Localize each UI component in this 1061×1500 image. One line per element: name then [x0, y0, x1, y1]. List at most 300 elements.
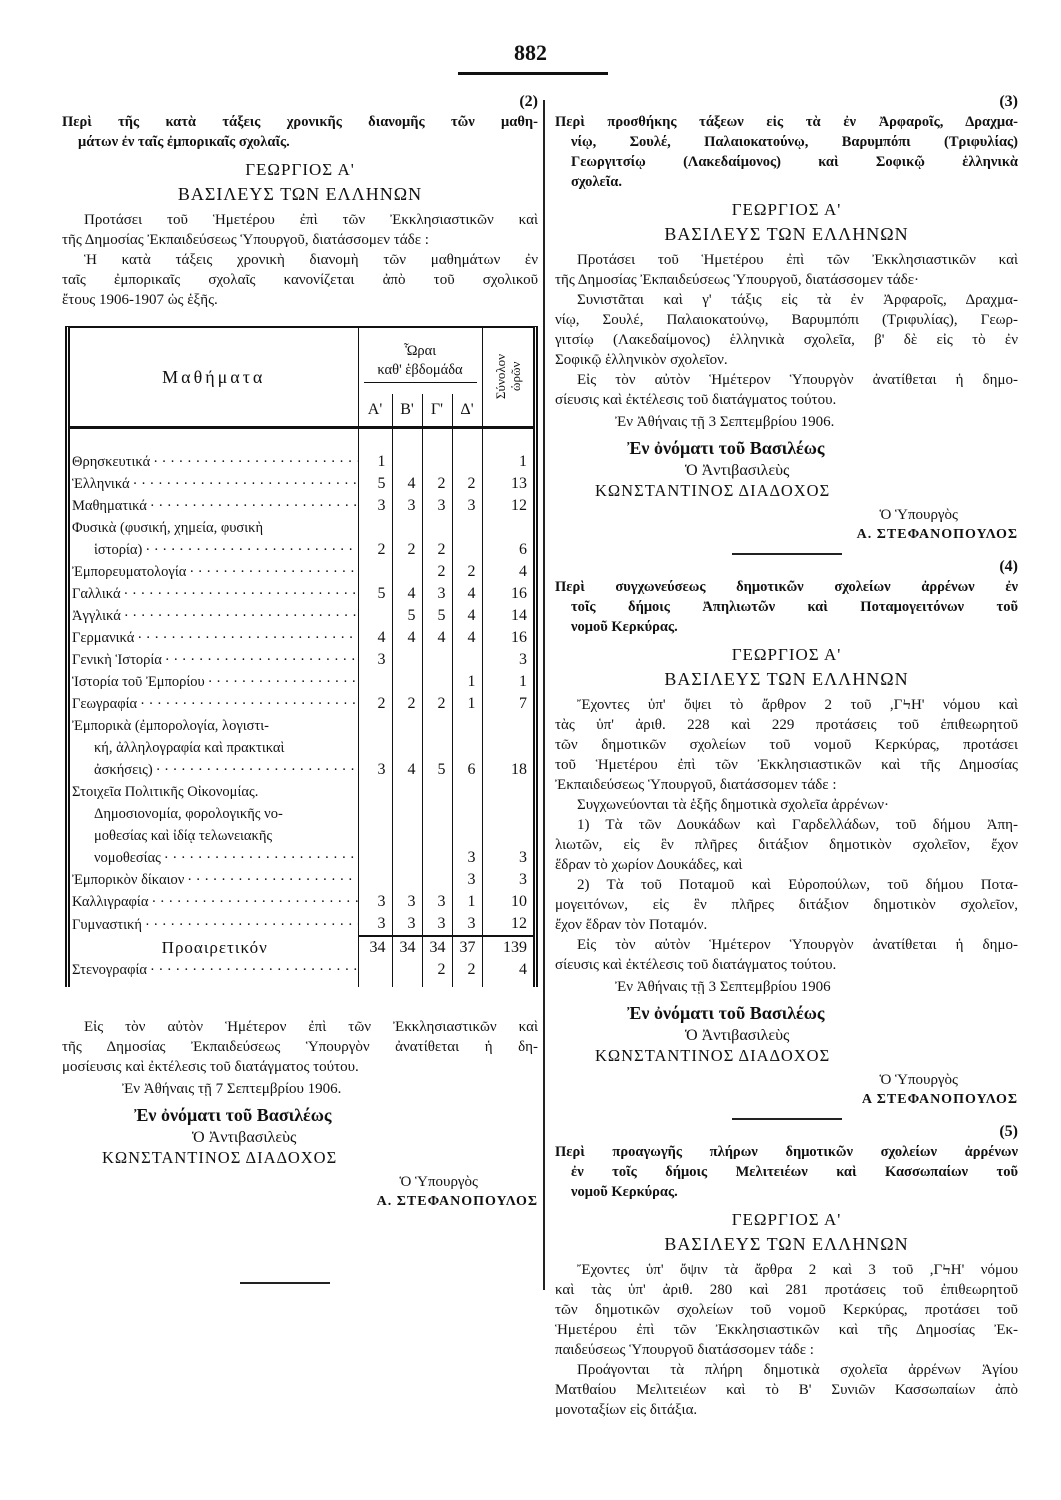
num-block — [555, 557, 1018, 577]
hours-cell — [392, 959, 422, 981]
para-block — [62, 210, 538, 250]
hours-cell: 4 — [452, 583, 482, 605]
subject-cell — [70, 781, 358, 869]
hours-cell: 3 — [452, 495, 482, 517]
para-block — [555, 290, 1018, 370]
total-header-line1: Σύνολον — [492, 354, 508, 400]
text-line: 2) Τὰ τοῦ Ποταμοῦ καὶ Εὐροπούλων, τοῦ δήμου Ποτα- — [577, 877, 1018, 893]
text-line: σίευσις καὶ ἐκτέλεσις τοῦ διατάγματος τούτου. — [555, 957, 837, 973]
text-line: τῆς Δημοσίας Ἐκπαιδεύσεως Ὑπουργοῦ, διατάσσομεν τάδε· — [555, 272, 919, 288]
subject-cell — [70, 671, 358, 693]
table-row — [70, 715, 533, 781]
text-line: (3) — [999, 93, 1018, 110]
total-hours-cell: 3 — [482, 649, 533, 671]
table-row — [70, 649, 533, 671]
hours-cell: 4 — [452, 605, 482, 627]
text-line: σίευσις καὶ ἐκτέλεσις τοῦ διατάγματος τούτου. — [555, 392, 837, 408]
subject-text: Γαλλικά — [72, 586, 121, 602]
text-line: ΒΑΣΙΛΕΥΣ ΤΩΝ ΕΛΛΗΝΩΝ — [664, 224, 909, 244]
subject-text: ἱστορία) — [94, 542, 143, 558]
hours-cell — [452, 451, 482, 473]
text-line: μοσίευσις καὶ ἐκτέλεσις τοῦ διατάγματος τούτου. — [62, 1059, 359, 1075]
hours-cell — [452, 517, 482, 561]
subject-text: Ἐμπορευματολογία — [72, 564, 187, 580]
table-row — [70, 671, 533, 693]
hours-cell: 4 — [422, 627, 452, 649]
dot-leader — [153, 759, 358, 781]
king-block — [555, 1002, 1018, 1025]
text-line: νίῳ, Σουλέ, Παλαιοκατούνῳ, Βαρυμπόπι (Τριφυλίας) — [571, 134, 1018, 150]
text-line: Α. ΣΤΕΦΑΝΟΠΟΥΛΟΣ — [856, 527, 1018, 542]
text-line: ΒΑΣΙΛΕΥΣ ΤΩΝ ΕΛΛΗΝΩΝ — [664, 1234, 909, 1254]
subject-text: Ἑλληνικά — [72, 476, 130, 492]
king-block — [62, 1104, 538, 1127]
dot-leader — [134, 627, 357, 649]
decree-2-header — [62, 92, 538, 310]
text-line: Ὁ Ὑπουργὸς — [879, 507, 958, 523]
text-line: Ἐκπαιδεύσεως Ὑπουργοῦ, διατάσσομεν τάδε : — [555, 777, 837, 793]
hours-cell: 1 — [452, 693, 482, 715]
text-line: ἐν τοῖς δήμοις Μελιτειέων καὶ Κασσωπαίων τοῦ — [571, 1164, 1018, 1180]
regent-block — [555, 1026, 1018, 1046]
table-row — [70, 693, 533, 715]
header-rule — [458, 72, 608, 75]
text-line: ταῖς ἐμπορικαῖς σχολαῖς κανονίζεται ἀπὸ τοῦ σχολικοῦ — [62, 272, 538, 288]
text-line: Ἐν ὀνόματι τοῦ Βασιλέως — [627, 1003, 825, 1023]
text-line: τῆς Δημοσίας Ἐκπαιδεύσεως Ὑπουργὸν ἀνατίθεται ἡ δη- — [62, 1039, 538, 1055]
hours-cell: 34 — [392, 936, 422, 959]
total-hours-cell: 4 — [482, 561, 533, 583]
hours-cell — [358, 605, 392, 627]
subject-cell — [70, 913, 358, 936]
hours-cell: 3 — [358, 715, 392, 781]
hours-cell: 2 — [358, 693, 392, 715]
table-row — [70, 495, 533, 517]
subject-cell — [70, 869, 358, 891]
hours-cell — [452, 649, 482, 671]
minister-block — [62, 1172, 538, 1192]
hours-cell — [358, 561, 392, 583]
subject-line: μοθεσίας καὶ ἰδίᾳ τελωνειακῆς — [94, 828, 273, 844]
left-column — [62, 92, 538, 1284]
subject-line: Στοιχεῖα Πολιτικῆς Οἰκονομίας. — [72, 784, 259, 800]
num-block — [555, 1122, 1018, 1142]
text-line: τῶν δημοτικῶν σχολείων τοῦ νομοῦ Κερκύρας, προτάσει τοῦ — [555, 1302, 1018, 1318]
text-line: νίῳ, Σουλέ, Παλαιοκατούνῳ, Βαρυμπόπι (Τριφυλίας), Γεωρ- — [555, 312, 1018, 328]
date-block — [62, 1079, 538, 1099]
hours-cell: 6 — [452, 715, 482, 781]
text-line: ΚΩΝΣΤΑΝΤΙΝΟΣ ΔΙΑΔΟΧΟΣ — [595, 1046, 831, 1065]
text-line: Περὶ προαγωγῆς πλήρων δημοτικῶν σχολείων ἀρρένων — [555, 1144, 1018, 1160]
table-row — [70, 583, 533, 605]
dot-leader — [161, 847, 358, 869]
text-line: ἕδραν τὸ χωρίον Δουκάδες, καὶ — [555, 857, 743, 873]
hours-cell — [358, 781, 392, 869]
text-line: Σοφικῷ ἑλληνικὸν σχολεῖον. — [555, 352, 728, 368]
right-column — [555, 92, 1018, 1420]
total-hours-cell: 14 — [482, 605, 533, 627]
hours-cell: 1 — [358, 451, 392, 473]
text-line: Ἔχοντες ὑπ' ὄψει τὸ ἄρθρον 2 τοῦ ,ΓϞΗ' νόμου καὶ — [577, 697, 1018, 713]
hours-cell — [422, 671, 452, 693]
text-line: Ἐν Ἀθήναις τῇ 7 Σεπτεμβρίου 1906. — [122, 1081, 342, 1097]
hours-cell: 2 — [422, 959, 452, 981]
hours-cell: 5 — [422, 605, 452, 627]
hours-cell — [392, 649, 422, 671]
total-hours-cell: 3 — [482, 781, 533, 869]
para-block — [555, 875, 1018, 935]
hours-cell: 3 — [392, 495, 422, 517]
hours-cell: 2 — [422, 517, 452, 561]
dot-leader — [150, 451, 357, 473]
text-line: (5) — [999, 1123, 1018, 1140]
text-line: Περὶ συγχωνεύσεως δημοτικῶν σχολείων ἀρρένων ἐν — [555, 579, 1018, 595]
text-line: Περὶ τῆς κατὰ τάξεις χρονικῆς διανομῆς τῶν μαθη- — [62, 114, 538, 130]
subject-line — [72, 495, 358, 517]
hours-cell: 4 — [392, 715, 422, 781]
text-line: Εἰς τὸν αὐτὸν Ἡμέτερον Ὑπουργὸν ἀνατίθεται ἡ δημο- — [577, 372, 1018, 388]
dot-leader — [130, 473, 358, 495]
hours-cell: 3 — [422, 891, 452, 913]
subject-text: Ἐμπορικὸν δίκαιον — [72, 872, 185, 888]
heading-block — [555, 643, 1018, 666]
text-line: Ἐν ὀνόματι τοῦ Βασιλέως — [134, 1105, 332, 1125]
text-line: καὶ τὰς ὑπ' ἀριθ. 280 καὶ 281 προτάσεις τοῦ ἐπιθεωρητοῦ — [555, 1282, 1018, 1298]
heading-block — [555, 668, 1018, 691]
table-row — [70, 451, 533, 473]
title-block — [555, 1142, 1018, 1202]
para-block — [555, 815, 1018, 875]
class-d-header: Δ' — [452, 394, 482, 428]
heading-block — [555, 1233, 1018, 1256]
text-line: Ἔχοντες ὑπ' ὄψιν τὰ ἄρθρα 2 καὶ 3 τοῦ ,ΓϞΗ' νόμου — [577, 1262, 1018, 1278]
subject-text: Γυμναστική — [72, 917, 142, 933]
hours-cell: 2 — [392, 693, 422, 715]
subject-text: Γερμανικά — [72, 630, 135, 646]
class-b-header: Β' — [392, 394, 422, 428]
hours-cell: 3 — [358, 891, 392, 913]
separator-rule — [732, 1118, 842, 1120]
hours-cell — [422, 781, 452, 869]
hours-cell: 4 — [392, 473, 422, 495]
text-line: Συνιστᾶται καὶ γ' τάξις εἰς τὰ ἐν Ἀρφαροῖς, Δραχμα- — [577, 292, 1018, 308]
table-row — [70, 891, 533, 913]
title-block — [555, 112, 1018, 192]
heading-block — [62, 183, 538, 206]
hours-cell: 37 — [452, 936, 482, 959]
hours-cell: 5 — [358, 583, 392, 605]
subject-cell — [70, 473, 358, 495]
para-block — [555, 1360, 1018, 1420]
hours-cell: 3 — [422, 495, 452, 517]
text-line: Ἡ κατὰ τάξεις χρονικὴ διανομὴ τῶν μαθημάτων ἐν — [84, 252, 538, 268]
text-line: Ὁ Ὑπουργὸς — [879, 1072, 958, 1088]
decree-4 — [555, 553, 1018, 1110]
subject-line — [72, 605, 358, 627]
subject-text: ἀσκήσεις) — [94, 762, 153, 778]
subject-cell — [70, 715, 358, 781]
table-spacer — [70, 428, 533, 452]
subject-line — [72, 649, 358, 671]
dot-leader — [147, 495, 358, 517]
text-line: Ὁ Ἀντιβασιλεὺς — [685, 1027, 790, 1044]
text-line: ἔχον ἕδραν τὸν Ποταμόν. — [555, 917, 708, 933]
table-row — [70, 473, 533, 495]
text-line: Προτάσει τοῦ Ἡμετέρου ἐπὶ τῶν Ἐκκλησιαστικῶν καὶ — [577, 252, 1018, 268]
text-line: Ἐν Ἀθήναις τῇ 3 Σεπτεμβρίου 1906. — [615, 414, 835, 430]
hours-cell: 2 — [452, 959, 482, 981]
total-hours-cell: 7 — [482, 693, 533, 715]
text-line: ΒΑΣΙΛΕΥΣ ΤΩΝ ΕΛΛΗΝΩΝ — [177, 184, 423, 204]
text-line: ΚΩΝΣΤΑΝΤΙΝΟΣ ΔΙΑΔΟΧΟΣ — [102, 1148, 338, 1167]
hours-cell: 34 — [422, 936, 452, 959]
table-filler — [70, 981, 533, 987]
para-block — [555, 1260, 1018, 1360]
text-line: Συγχωνεύονται τὰ ἑξῆς δημοτικὰ σχολεῖα ἀρρένων· — [577, 797, 889, 813]
hours-cell: 3 — [392, 913, 422, 936]
title-block — [62, 112, 538, 152]
hours-cell: 2 — [422, 561, 452, 583]
subject-line — [72, 847, 358, 869]
text-line: νομοῦ Κερκύρας. — [571, 619, 678, 635]
subject-text: Μαθηματικά — [72, 498, 147, 514]
title-block — [555, 577, 1018, 637]
total-hours-cell: 13 — [482, 473, 533, 495]
hours-cell: 2 — [392, 517, 422, 561]
text-line: τοῦ Ἡμετέρου ἐπὶ τῶν Ἐκκλησιαστικῶν καὶ τῆς Δημοσίας — [555, 757, 1018, 773]
text-line: 1) Τὰ τῶν Δουκάδων καὶ Γαρδελλάδων, τοῦ δήμου Ἀπη- — [577, 817, 1018, 833]
hours-cell: 3 — [452, 869, 482, 891]
subject-text: Θρησκευτικά — [72, 454, 151, 470]
dot-leader — [142, 539, 357, 561]
crown-block — [555, 1046, 1018, 1066]
text-line: Ἐν ὀνόματι τοῦ Βασιλέως — [627, 438, 825, 458]
text-line: Προτάσει τοῦ Ἡμετέρου ἐπὶ τῶν Ἐκκλησιαστικῶν καὶ — [84, 212, 538, 228]
hours-cell: 3 — [358, 495, 392, 517]
subject-cell — [70, 517, 358, 561]
date-block — [555, 412, 1018, 432]
subject-text: Στενογραφία — [72, 962, 148, 978]
para-block — [555, 795, 1018, 815]
hours-cell: 2 — [452, 473, 482, 495]
text-line: Προάγονται τὰ πλήρη δημοτικὰ σχολεῖα ἀρρένων Ἁγίου — [577, 1362, 1018, 1378]
subject-line — [72, 473, 358, 495]
subject-cell — [70, 495, 358, 517]
hours-header — [358, 328, 482, 394]
table-row — [70, 936, 533, 959]
text-line: μάτων ἐν ταῖς ἐμπορικαῖς σχολαῖς. — [78, 134, 290, 150]
subject-text: Ἀγγλικά — [72, 608, 121, 624]
text-line: τὰς ὑπ' ἀριθ. 228 καὶ 229 προτάσεις τοῦ ἐπιθεωρητοῦ — [555, 717, 1018, 733]
text-line: τῶν δημοτικῶν σχολείων τοῦ νομοῦ Κερκύρας, προτάσει — [555, 737, 1018, 753]
dot-leader — [121, 583, 358, 605]
text-line: μογειτόνων, εἰς ἓν πλῆρες διτάξιον δημοτικὸν σχολεῖον, — [555, 897, 1018, 913]
text-line: Α ΣΤΕΦΑΝΟΠΟΥΛΟΣ — [861, 1092, 1018, 1107]
para-block — [62, 250, 538, 310]
subject-cell — [70, 605, 358, 627]
hours-cell: 3 — [422, 583, 452, 605]
total-hours-cell: 1 — [482, 451, 533, 473]
dot-leader — [148, 891, 357, 913]
text-line: ΒΑΣΙΛΕΥΣ ΤΩΝ ΕΛΛΗΝΩΝ — [664, 669, 909, 689]
table-row — [70, 781, 533, 869]
hours-cell — [358, 869, 392, 891]
subject-line: Δημοσιονομία, φορολογικῆς νο- — [94, 806, 283, 822]
text-line: Ὁ Ἀντιβασιλεὺς — [192, 1129, 297, 1146]
table-row — [70, 561, 533, 583]
hours-cell: 2 — [422, 473, 452, 495]
total-hours-cell: 10 — [482, 891, 533, 913]
hours-cell — [392, 561, 422, 583]
hours-cell: 5 — [358, 473, 392, 495]
hours-cell — [392, 451, 422, 473]
subject-header: Μαθήματα — [70, 328, 358, 428]
ministername-block — [555, 1090, 1018, 1110]
hours-cell: 1 — [452, 671, 482, 693]
hours-cell: 3 — [358, 913, 392, 936]
total-hours-cell: 6 — [482, 517, 533, 561]
para-block — [555, 695, 1018, 795]
text-line: Εἰς τὸν αὐτὸν Ἡμέτερον Ὑπουργὸν ἀνατίθεται ἡ δημο- — [577, 937, 1018, 953]
hours-cell: 34 — [358, 936, 392, 959]
crown-block — [62, 1148, 538, 1168]
dot-leader — [142, 914, 358, 936]
hours-cell: 3 — [422, 913, 452, 936]
text-line: τῆς Δημοσίας Ἐκπαιδεύσεως Ὑπουργοῦ, διατάσσομεν τάδε : — [62, 232, 429, 248]
hours-cell: 2 — [422, 693, 452, 715]
text-line: ΓΕΩΡΓΙΟΣ Α' — [731, 645, 842, 664]
total-hours-cell: 4 — [482, 959, 533, 981]
subject-cell — [70, 891, 358, 913]
subject-line — [72, 451, 358, 473]
hours-cell: 4 — [392, 627, 422, 649]
subject-line — [72, 671, 358, 693]
decree-5 — [555, 1118, 1018, 1420]
hours-cell — [392, 671, 422, 693]
text-line: παιδεύσεως Ὑπουργοῦ διατάσσομεν τάδε : — [555, 1342, 814, 1358]
subject-line — [72, 583, 358, 605]
hours-cell: 5 — [392, 605, 422, 627]
total-hours-cell: 12 — [482, 495, 533, 517]
num-block — [555, 92, 1018, 112]
hours-cell — [392, 869, 422, 891]
subject-line: Ἐμπορικὰ (ἐμπορολογία, λογιστι- — [72, 718, 270, 734]
text-line: τοῖς δήμοις Ἀπηλιωτῶν καὶ Ποταμογειτόνων τοῦ — [571, 599, 1018, 615]
subject-text: Γενικὴ Ἱστορία — [72, 652, 162, 668]
subject-line: κή, ἀλληλογραφία καὶ πρακτικαὶ — [94, 740, 285, 756]
para-block — [62, 1017, 538, 1077]
heading-block — [62, 158, 538, 181]
minister-block — [555, 505, 1018, 525]
subject-cell — [70, 561, 358, 583]
num-block — [62, 92, 538, 112]
subject-line — [72, 759, 358, 781]
hours-cell: 1 — [452, 891, 482, 913]
table-row — [70, 959, 533, 981]
subject-cell — [70, 451, 358, 473]
text-line: Ἐν Ἀθήναις τῇ 3 Σεπτεμβρίου 1906 — [615, 979, 831, 995]
table-row — [70, 605, 533, 627]
subject-line — [72, 561, 358, 583]
hours-cell — [392, 781, 422, 869]
subject-text: Ἱστορία τοῦ Ἐμπορίου — [72, 674, 205, 690]
subject-text: νομοθεσίας — [94, 850, 161, 866]
text-line: (4) — [999, 558, 1018, 575]
text-line: μονοταξίων εἰς διτάξια. — [555, 1402, 698, 1418]
text-line: Περὶ προσθήκης τάξεων εἰς τὰ ἐν Ἀρφαροῖς, Δραχμα- — [555, 114, 1018, 130]
text-line: (2) — [519, 93, 538, 110]
crown-block — [555, 481, 1018, 501]
subject-cell — [70, 693, 358, 715]
text-line: Ὁ Ἀντιβασιλεὺς — [685, 462, 790, 479]
subject-line — [72, 891, 358, 913]
dot-leader — [205, 671, 358, 693]
total-header-line2: ὡρῶν — [507, 362, 523, 392]
table-row — [70, 627, 533, 649]
class-a-header: Α' — [358, 394, 392, 428]
text-line: Α. ΣΤΕΦΑΝΟΠΟΥΛΟΣ — [376, 1194, 538, 1209]
hours-cell: 4 — [392, 583, 422, 605]
total-hours-cell: 1 — [482, 671, 533, 693]
subject-line — [72, 539, 358, 561]
regent-block — [555, 461, 1018, 481]
separator-rule — [732, 553, 842, 555]
page-number: 882 — [514, 40, 547, 65]
text-line: γιτσίῳ (Λακεδαίμονος) ἑλληνικὰ σχολεῖα, β' δὲ εἰς τὸ ἐν — [555, 332, 1018, 348]
ministername-block — [62, 1192, 538, 1212]
decree-3 — [555, 92, 1018, 545]
subject-cell — [70, 583, 358, 605]
hours-cell: 3 — [358, 649, 392, 671]
ministername-block — [555, 525, 1018, 545]
subject-text: Γεωγραφία — [72, 696, 138, 712]
text-line: λιωτῶν, εἰς ἓν πλῆρες διτάξιον δημοτικὸν σχολεῖον, ἔχον — [555, 837, 1018, 853]
hours-cell: 3 — [452, 913, 482, 936]
total-hours-cell: 139 — [482, 936, 533, 959]
minister-block — [555, 1070, 1018, 1090]
decree-2-closing — [62, 1017, 538, 1212]
text-line: ΓΕΩΡΓΙΟΣ Α' — [245, 160, 355, 179]
text-line: ΓΕΩΡΓΙΟΣ Α' — [731, 200, 842, 219]
text-line: σχολεῖα. — [571, 174, 622, 190]
column-divider — [543, 100, 545, 1290]
subject-text: Καλλιγραφία — [72, 894, 149, 910]
subject-cell — [70, 959, 358, 981]
hours-cell — [358, 671, 392, 693]
table-row — [70, 517, 533, 561]
subject-line — [72, 627, 358, 649]
dot-leader — [186, 561, 357, 583]
total-hours-cell: 18 — [482, 715, 533, 781]
subject-line — [72, 914, 358, 936]
subject-line — [72, 959, 358, 981]
heading-block — [555, 223, 1018, 246]
heading-block — [555, 1208, 1018, 1231]
text-line: Ματθαίου Μελιτειέων καὶ τὸ Β' Συνιῶν Κασσωπαίων ἀπὸ — [555, 1382, 1018, 1398]
dot-leader — [137, 693, 357, 715]
dot-leader — [147, 959, 357, 981]
king-block — [555, 437, 1018, 460]
hours-cell — [422, 451, 452, 473]
hours-cell: 4 — [452, 627, 482, 649]
subject-line — [72, 869, 358, 891]
subject-cell — [70, 649, 358, 671]
dot-leader — [184, 869, 357, 891]
subject-line: Φυσικὰ (φυσική, χημεία, φυσικὴ — [72, 520, 264, 536]
dot-leader — [162, 649, 358, 671]
table-row — [70, 913, 533, 936]
subject-line — [72, 693, 358, 715]
